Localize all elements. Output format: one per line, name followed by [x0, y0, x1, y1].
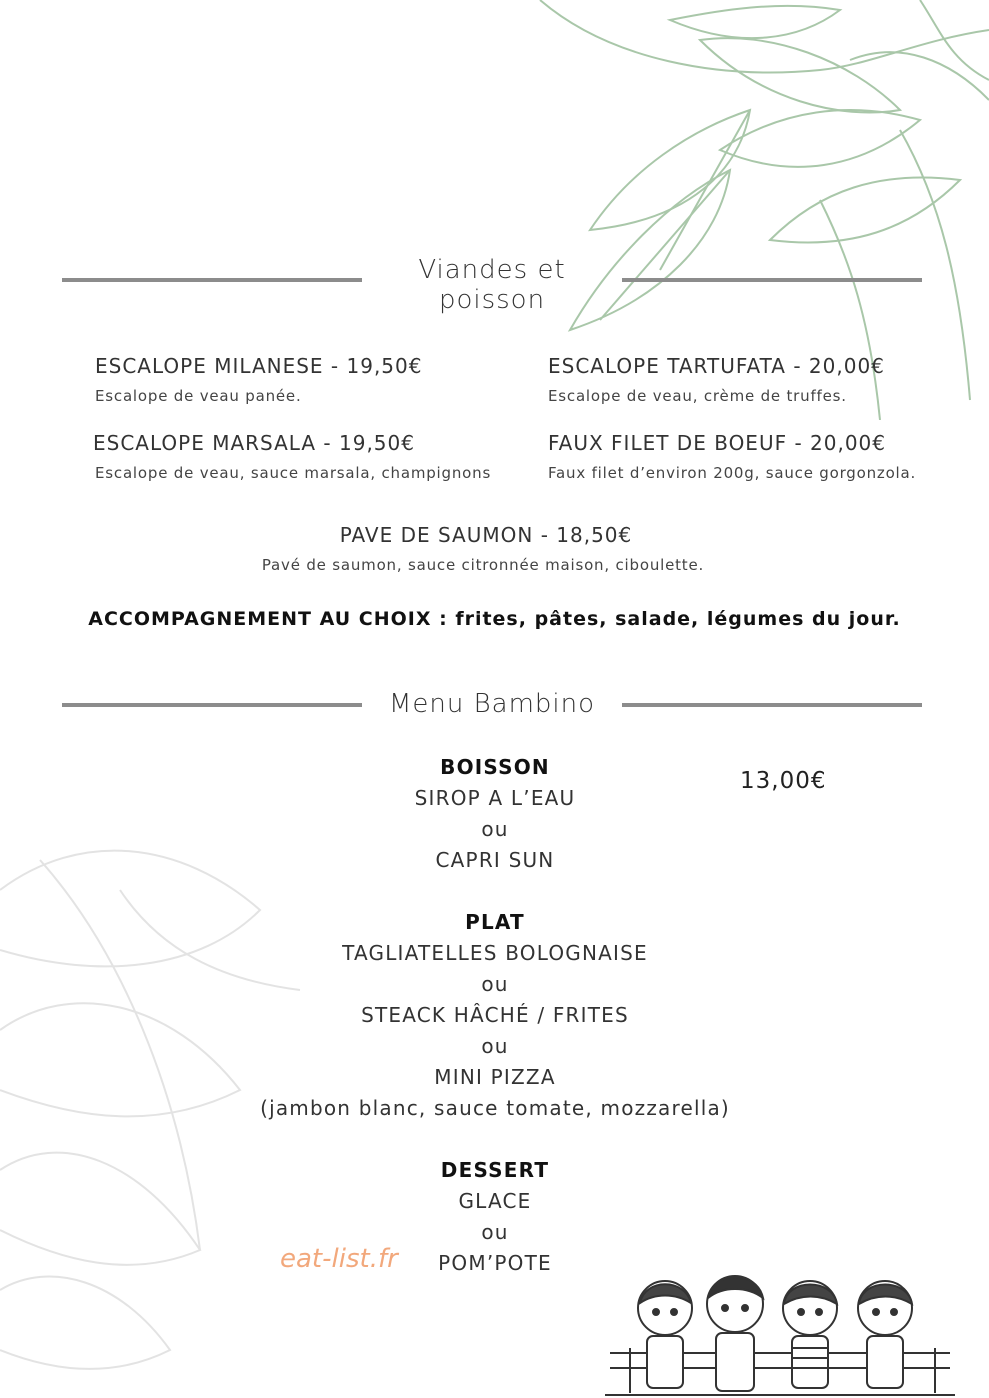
bambino-item: (jambon blanc, sauce tomate, mozzarella)	[260, 1096, 730, 1120]
bambino-item: ou	[481, 817, 509, 841]
bambino-item: ou	[481, 1220, 509, 1244]
dish-name-milanese: ESCALOPE MILANESE - 19,50€	[95, 354, 423, 378]
dish-desc-marsala: Escalope de veau, sauce marsala, champignons	[95, 464, 492, 482]
section-title-viandes	[392, 255, 592, 315]
bambino-price: 13,00€	[740, 768, 827, 794]
bambino-spacer	[245, 876, 745, 907]
bambino-heading-plat: PLAT	[465, 910, 525, 934]
bambino-item: CAPRI SUN	[435, 848, 555, 872]
section-title-line: poisson	[438, 285, 546, 315]
kids-illustration	[605, 1268, 955, 1398]
accompaniment-note: ACCOMPAGNEMENT AU CHOIX : frites, pâtes, salade, légumes du jour.	[88, 608, 901, 630]
bambino-item: MINI PIZZA	[434, 1065, 556, 1089]
dish-name-saumon: PAVE DE SAUMON - 18,50€	[339, 523, 633, 547]
section-rule-right	[622, 278, 922, 282]
dish-name-faux-filet: FAUX FILET DE BOEUF - 20,00€	[548, 431, 886, 455]
section-rule-left	[62, 703, 362, 707]
section-rule-right	[622, 703, 922, 707]
section-title-bambino: Menu Bambino	[388, 689, 596, 719]
bambino-item: POM’POTE	[438, 1251, 552, 1275]
dish-desc-tartufata: Escalope de veau, crème de truffes.	[548, 387, 847, 405]
watermark-text: eat-list.fr	[280, 1244, 398, 1274]
dish-desc-faux-filet: Faux filet d’environ 200g, sauce gorgonzola.	[548, 464, 917, 482]
bambino-heading-boisson: BOISSON	[440, 755, 550, 779]
bambino-spacer	[245, 1124, 745, 1155]
bambino-heading-dessert: DESSERT	[440, 1158, 550, 1182]
bambino-menu-list	[245, 752, 745, 1279]
bambino-item: GLACE	[458, 1189, 532, 1213]
dish-desc-milanese: Escalope de veau panée.	[95, 387, 302, 405]
bambino-item: STEACK HÂCHÉ / FRITES	[361, 1003, 629, 1027]
section-title-line: Viandes et	[418, 255, 566, 285]
section-rule-left	[62, 278, 362, 282]
bambino-item: ou	[481, 972, 509, 996]
dish-name-tartufata: ESCALOPE TARTUFATA - 20,00€	[548, 354, 885, 378]
dish-desc-saumon: Pavé de saumon, sauce citronnée maison, ciboulette.	[261, 556, 705, 574]
bambino-item: SIROP A L’EAU	[414, 786, 576, 810]
bambino-item: TAGLIATELLES BOLOGNAISE	[342, 941, 648, 965]
bambino-item: ou	[481, 1034, 509, 1058]
dish-name-marsala: ESCALOPE MARSALA - 19,50€	[93, 431, 415, 455]
